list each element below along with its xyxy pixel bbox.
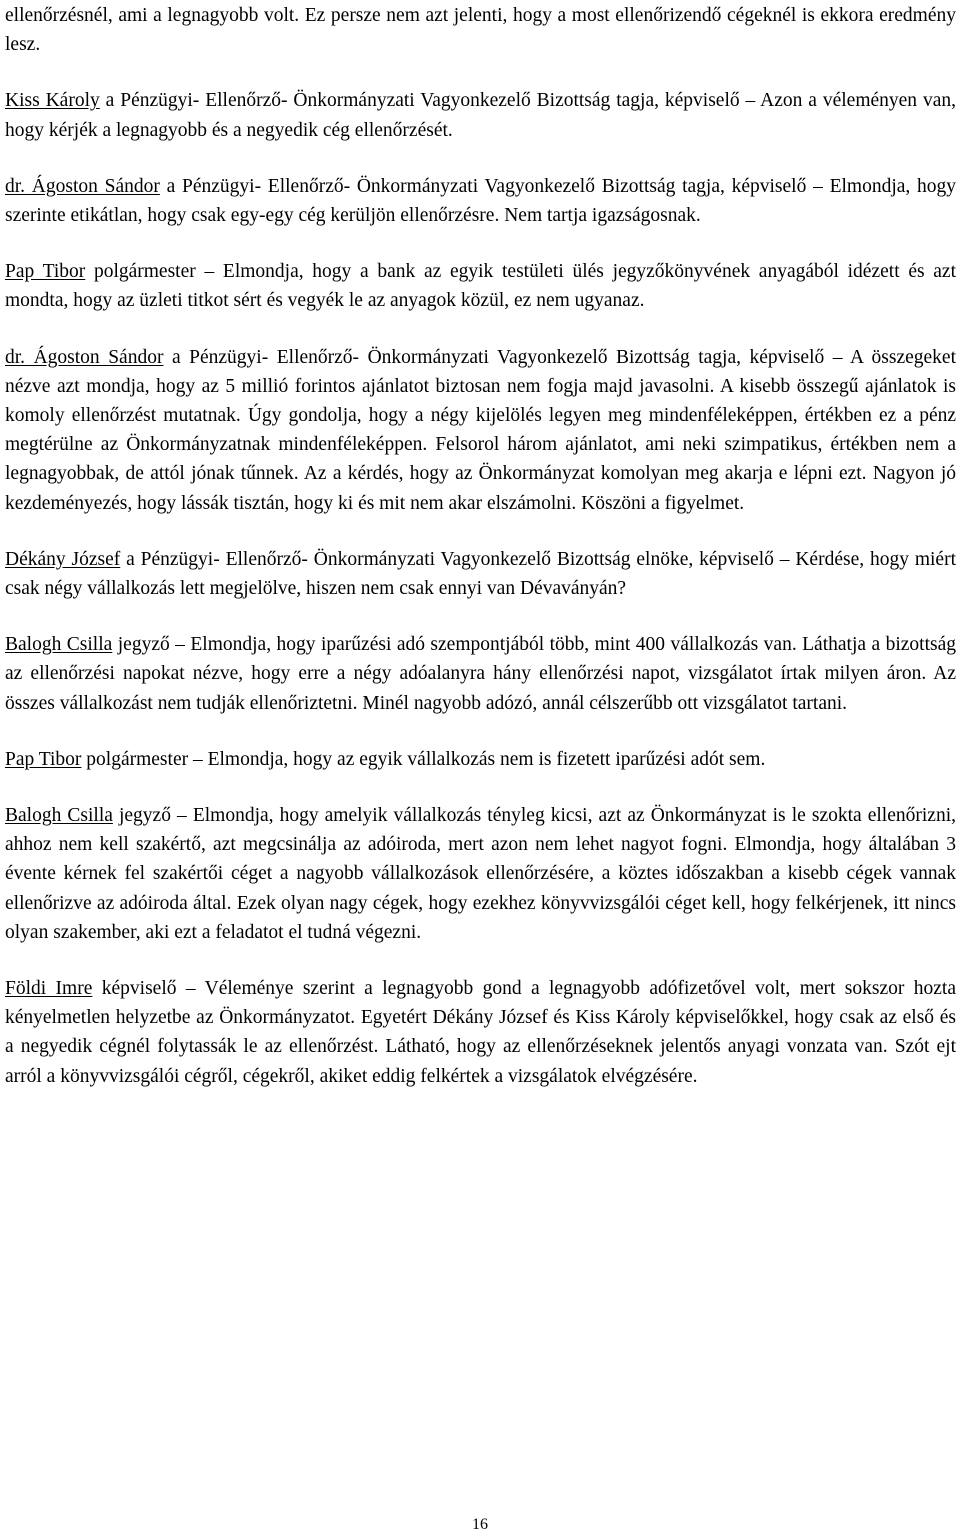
speaker-name: dr. Ágoston Sándor <box>5 175 160 197</box>
paragraph-agoston-sandor <box>5 172 956 230</box>
speaker-name: Pap Tibor <box>5 261 86 283</box>
paragraph-dekany-jozsef <box>5 545 956 603</box>
paragraph-text: képviselő – Véleménye szerint a legnagyobb gond a legnagyobb adófizetővel volt, mert sokszor hozta kényelmetlen helyzetbe az Önkormányzatot. Egyetért Dékány József és Kiss Károly képviselőkkel, hogy csak az első és a negyedik cégnél folytassák le az ellenőrzést. Látható, hogy az ellenőrzéseknek jelentős anyagi vonzata van. Szót ejt arról a könyvvizsgálói cégről, cégekről, akiket eddig felkértek a vizsgálatok elvégzésére. <box>5 978 956 1087</box>
speaker-name: Dékány József <box>5 548 121 570</box>
paragraph-text: polgármester – Elmondja, hogy az egyik vállalkozás nem is fizetett iparűzési adót sem. <box>81 748 766 770</box>
speaker-name: dr. Ágoston Sándor <box>5 346 164 368</box>
paragraph-text: a Pénzügyi- Ellenőrző- Önkormányzati Vagyonkezelő Bizottság elnöke, képviselő – Kérdése, hogy miért csak négy vállalkozás lett megjelölve, hiszen nem csak ennyi van Dévaványán? <box>5 548 956 600</box>
page-number: 16 <box>472 1516 488 1533</box>
speaker-name: Balogh Csilla <box>5 805 113 827</box>
speaker-name: Földi Imre <box>5 978 93 1000</box>
paragraph-text: a Pénzügyi- Ellenőrző- Önkormányzati Vagyonkezelő Bizottság tagja, képviselő – A összegeket nézve azt mondja, hogy az 5 millió forintos ajánlatot biztosan nem fogja majd javasolni. A kisebb összegű ajánlatok is komoly ellenőrzést mutatnak. Úgy gondolja, hogy a négy kijelölés legyen meg mindenféleképpen, értékben ez a pénz megtérülne az Önkormányzatnak mindenféleképpen. Felsorol három ajánlatot, ami neki szimpatikus, értékben nem a legnagyobbak, de attól jónak tűnnek. Az a kérdés, hogy az Önkormányzat komolyan meg akarja e lépni ezt. Nagyon jó kezdeményezés, hogy lássák tisztán, hogy ki és mit nem akar elszámolni. Köszöni a figyelmet. <box>5 346 956 514</box>
paragraph-kiss-karoly <box>5 86 956 144</box>
paragraph-balogh-csilla <box>5 630 956 718</box>
paragraph-text: polgármester – Elmondja, hogy a bank az egyik testületi ülés jegyzőkönyvének anyagából idézett és azt mondta, hogy az üzleti titkot sért és vegyék le az anyagok közül, ez nem ugyanaz. <box>5 261 956 312</box>
speaker-name: Kiss Károly <box>5 90 100 112</box>
paragraph-pap-tibor-2 <box>5 745 956 774</box>
paragraph-foldi-imre <box>5 974 956 1091</box>
paragraph-text: jegyző – Elmondja, hogy iparűzési adó szempontjából több, mint 400 vállalkozás van. Láthatja a bizottság az ellenőrzési napokat nézve, hogy erre a négy adóalanyra hány ellenőrzési napot, vizsgálatot írtak milyen áron. Az összes vállalkozást nem tudják ellenőriztetni. Minél nagyobb adózó, annál célszerűbb ott vizsgálatot tartani. <box>5 634 956 714</box>
paragraph-pap-tibor <box>5 257 956 315</box>
paragraph-text: a Pénzügyi- Ellenőrző- Önkormányzati Vagyonkezelő Bizottság tagja, képviselő – Elmondja, hogy szerinte etikátlan, hogy csak egy-egy cég kerüljön ellenőrzésre. Nem tartja igazságosnak. <box>5 175 957 227</box>
paragraph-continuation <box>5 1 956 59</box>
paragraph-text: a Pénzügyi- Ellenőrző- Önkormányzati Vagyonkezelő Bizottság tagja, képviselő – Azon a véleményen van, hogy kérjék a legnagyobb és a negyedik cég ellenőrzését. <box>5 90 956 141</box>
speaker-name: Pap Tibor <box>5 748 82 770</box>
speaker-name: Balogh Csilla <box>5 634 113 656</box>
paragraph-agoston-sandor-2 <box>5 343 956 518</box>
paragraph-balogh-csilla-2 <box>5 801 956 947</box>
paragraph-text: ellenőrzésnél, ami a legnagyobb volt. Ez persze nem azt jelenti, hogy a most ellenőrizendő cégeknél is ekkora eredmény lesz. <box>5 5 956 56</box>
document-page <box>5 0 956 1118</box>
paragraph-text: jegyző – Elmondja, hogy amelyik vállalkozás tényleg kicsi, azt az Önkormányzat is le szokta ellenőrizni, ahhoz nem kell szakértő, azt megcsinálja az adóiroda, mert azon nem lehet nagyot fogni. Elmondja, hogy általában 3 évente kérnek fel szakértői céget a nagyobb vállalkozások ellenőrzésére, a köztes időszakban a kisebb cégek vannak ellenőrizve az adóiroda által. Ezek olyan nagy cégek, hogy ezekhez könyvvizsgálói céget kell, hogy felkérjenek, itt nincs olyan szakember, aki ezt a feladatot el tudná végezni. <box>5 805 956 943</box>
